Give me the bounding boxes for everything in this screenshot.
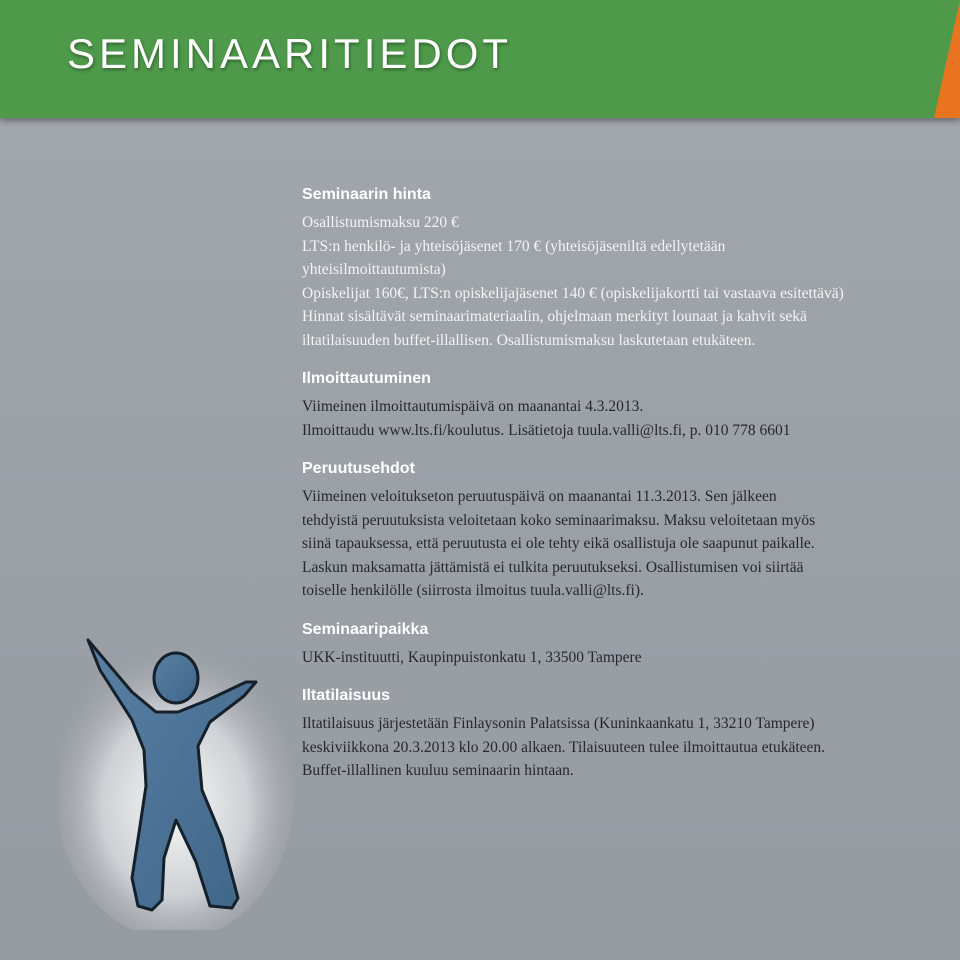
- section-price: [302, 184, 932, 352]
- section-heading: Iltatilaisuus: [302, 687, 391, 704]
- seminar-details: [302, 184, 932, 783]
- text-line: tehdyistä peruutuksista veloitetaan koko seminaarimaksu. Maksu veloitetaan myös: [302, 511, 816, 529]
- text-line: LTS:n henkilö- ja yhteisöjäsenet 170 € (yhteisöjäseniltä edellytetään: [302, 237, 726, 255]
- text-line: toiselle henkilölle (siirrosta ilmoitus tuula.valli@lts.fi).: [302, 582, 644, 599]
- person-figure: [60, 600, 300, 930]
- text-line: Ilmoittaudu www.lts.fi/koulutus. Lisätietoja tuula.valli@lts.fi, p. 010 778 6601: [302, 421, 791, 439]
- text-line: UKK-instituutti, Kaupinpuistonkatu 1, 33500 Tampere: [302, 648, 642, 666]
- text-line: Iltatilaisuus järjestetään Finlaysonin Palatsissa (Kuninkaankatu 1, 33210 Tampere): [302, 715, 815, 732]
- text-line: Hinnat sisältävät seminaarimateriaalin, ohjelmaan merkityt lounaat ja kahvit sekä: [302, 308, 807, 325]
- person-arms-raised-icon: [60, 600, 300, 930]
- section-venue: [302, 619, 932, 670]
- text-line: Opiskelijat 160€, LTS:n opiskelijajäsenet 140 € (opiskelijakortti tai vastaava esitettävä): [302, 284, 844, 302]
- section-registration: [302, 368, 932, 442]
- text-line: Viimeinen veloitukseton peruutuspäivä on maanantai 11.3.2013. Sen jälkeen: [302, 488, 777, 505]
- text-line: siinä tapauksessa, että peruutusta ei ole tehty eikä osallistuja ole saapunut paikalle.: [302, 535, 815, 552]
- text-line: iltatilaisuuden buffet-illallisen. Osallistumismaksu laskutetaan etukäteen.: [302, 331, 756, 349]
- page-title: SEMINAARITIEDOT: [67, 30, 513, 77]
- section-heading: Ilmoittautuminen: [302, 370, 431, 387]
- section-cancellation: [302, 458, 932, 603]
- section-heading: Seminaaripaikka: [302, 620, 429, 638]
- orange-corner-shape: [934, 0, 960, 118]
- section-heading: Seminaarin hinta: [302, 186, 431, 203]
- text-line: Buffet-illallinen kuuluu seminaarin hintaan.: [302, 762, 574, 779]
- text-line: yhteisilmoittautumista): [302, 261, 446, 278]
- section-heading: Peruutusehdot: [302, 460, 415, 477]
- section-evening-event: [302, 685, 932, 783]
- orange-corner-accent: [920, 0, 960, 118]
- header-band: [0, 0, 960, 118]
- text-line: Viimeinen ilmoittautumispäivä on maanantai 4.3.2013.: [302, 398, 644, 415]
- text-line: Laskun maksamatta jättämistä ei tulkita peruutukseksi. Osallistumisen voi siirtää: [302, 558, 804, 576]
- figure-head: [154, 653, 198, 703]
- text-line: Osallistumismaksu 220 €: [302, 214, 459, 231]
- text-line: keskiviikkona 20.3.2013 klo 20.00 alkaen. Tilaisuuteen tulee ilmoittautua etukäteen.: [302, 738, 826, 756]
